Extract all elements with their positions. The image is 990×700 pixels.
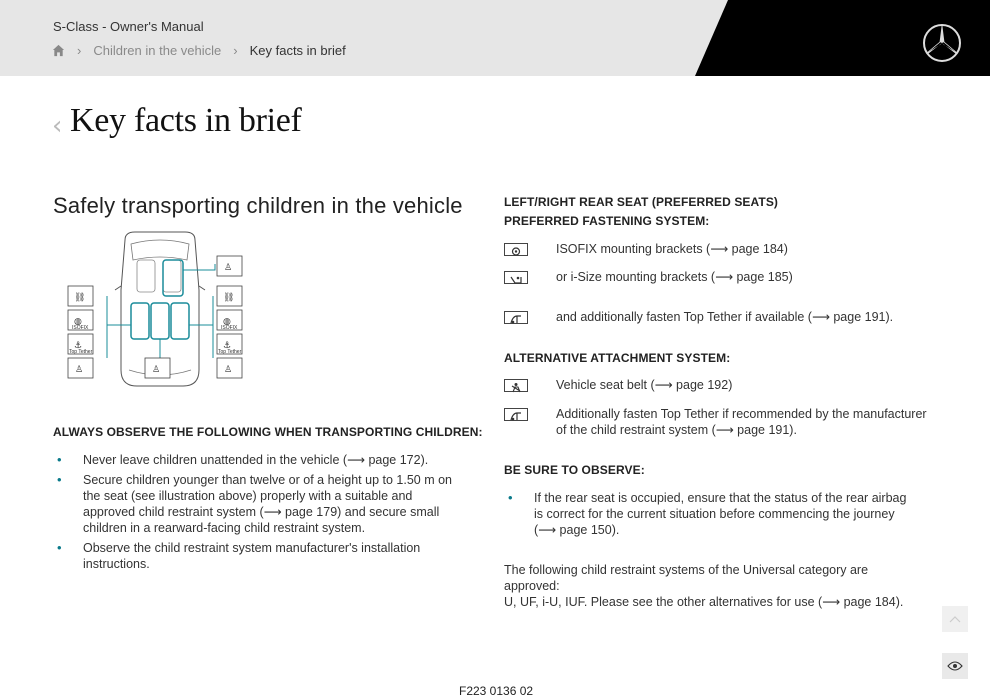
- always-observe-heading: ALWAYS OBSERVE THE FOLLOWING WHEN TRANSPORTING CHILDREN:: [53, 425, 483, 439]
- approved-systems-line-2: U, UF, i-U, IUF. Please see the other alternatives for use (⟶ page 184).: [504, 595, 904, 609]
- isofix-text: ISOFIX mounting brackets (⟶ page 184): [556, 242, 788, 256]
- scroll-to-top-button[interactable]: [942, 606, 968, 632]
- diagram-tether-label-left: Top Tether: [69, 349, 93, 355]
- svg-text:◍: ◍: [74, 317, 82, 327]
- list-item: [504, 378, 733, 392]
- right-bullet-list: [504, 490, 914, 542]
- svg-text:♙: ♙: [224, 263, 233, 273]
- be-sure-heading: BE SURE TO OBSERVE:: [504, 463, 645, 477]
- diagram-isofix-label-left: ISOFIX: [72, 325, 89, 331]
- page-title: Key facts in brief: [70, 102, 302, 139]
- top-header: [0, 0, 990, 76]
- svg-text:♙: ♙: [152, 365, 161, 375]
- i-size-text: or i-Size mounting brackets (⟶ page 185): [556, 270, 793, 284]
- diagram-tether-label-right: Top Tether: [218, 349, 242, 355]
- chevron-up-icon: [949, 615, 961, 623]
- svg-text:⛓: ⛓: [223, 293, 235, 303]
- manual-title: S-Class - Owner's Manual: [53, 19, 204, 34]
- list-item: • If the rear seat is occupied, ensure that the status of the rear airbag is correct for the current situation before commencing the journey (⟶ page 150).: [504, 490, 914, 538]
- diagram-isofix-label-right: ISOFIX: [221, 325, 238, 331]
- list-item: • Never leave children unattended in the vehicle (⟶ page 172).: [53, 452, 463, 468]
- list-item: • Observe the child restraint system manufacturer's installation instructions.: [53, 540, 463, 572]
- preferred-seats-heading: LEFT/RIGHT REAR SEAT (PREFERRED SEATS): [504, 195, 779, 209]
- approved-systems-note: [504, 562, 924, 610]
- top-tether-text-cont: of the child restraint system (⟶ page 191).: [556, 423, 797, 437]
- top-tether-icon: [504, 311, 528, 324]
- i-size-icon: [504, 271, 528, 284]
- svg-text:⛓: ⛓: [74, 293, 86, 303]
- breadcrumb-current: Key facts in brief: [249, 42, 346, 58]
- left-bullet-list: [53, 452, 463, 576]
- preferred-fastening-heading: PREFERRED FASTENING SYSTEM:: [504, 214, 710, 228]
- svg-text:♙: ♙: [224, 365, 233, 375]
- breadcrumb-separator-icon: ›: [233, 42, 238, 58]
- list-item: [504, 407, 927, 437]
- alternative-heading: ALTERNATIVE ATTACHMENT SYSTEM:: [504, 351, 731, 365]
- figure-id: F223 0136 02: [459, 684, 534, 698]
- breadcrumb-parent-link[interactable]: Children in the vehicle: [93, 42, 222, 58]
- svg-text:◍: ◍: [223, 317, 231, 327]
- seat-belt-text: Vehicle seat belt (⟶ page 192): [556, 378, 733, 392]
- top-tether-text: and additionally fasten Top Tether if available (⟶ page 191).: [556, 310, 894, 324]
- list-item: [504, 310, 894, 324]
- seat-belt-icon: [504, 379, 528, 392]
- top-tether-icon: [504, 408, 528, 421]
- svg-text:⚓: ⚓: [74, 341, 83, 351]
- breadcrumb-separator-icon: ›: [77, 42, 82, 58]
- list-item: [504, 242, 788, 256]
- home-icon[interactable]: [52, 44, 65, 57]
- child-seat-diagram: [65, 230, 247, 390]
- eye-icon: [947, 660, 963, 672]
- chevron-left-icon[interactable]: ‹: [52, 111, 63, 141]
- list-item: • Secure children younger than twelve or of a height up to 1.50 m on the seat (see illustration above) properly with a suitable and approved child restraint system (⟶ page 179) and secure small children in a rearward-facing child restraint system.: [53, 472, 463, 536]
- top-tether-text: Additionally fasten Top Tether if recommended by the manufacturer: [556, 407, 927, 421]
- list-item: [504, 270, 793, 284]
- mercedes-star-logo[interactable]: [922, 23, 962, 63]
- svg-text:⚓: ⚓: [223, 341, 232, 351]
- breadcrumb: [52, 41, 346, 59]
- section-title: Safely transporting children in the vehicle: [53, 193, 463, 218]
- eye-button[interactable]: [942, 653, 968, 679]
- approved-systems-line-1: The following child restraint systems of the Universal category are approved:: [504, 563, 869, 593]
- isofix-icon: [504, 243, 528, 256]
- svg-text:♙: ♙: [75, 365, 84, 375]
